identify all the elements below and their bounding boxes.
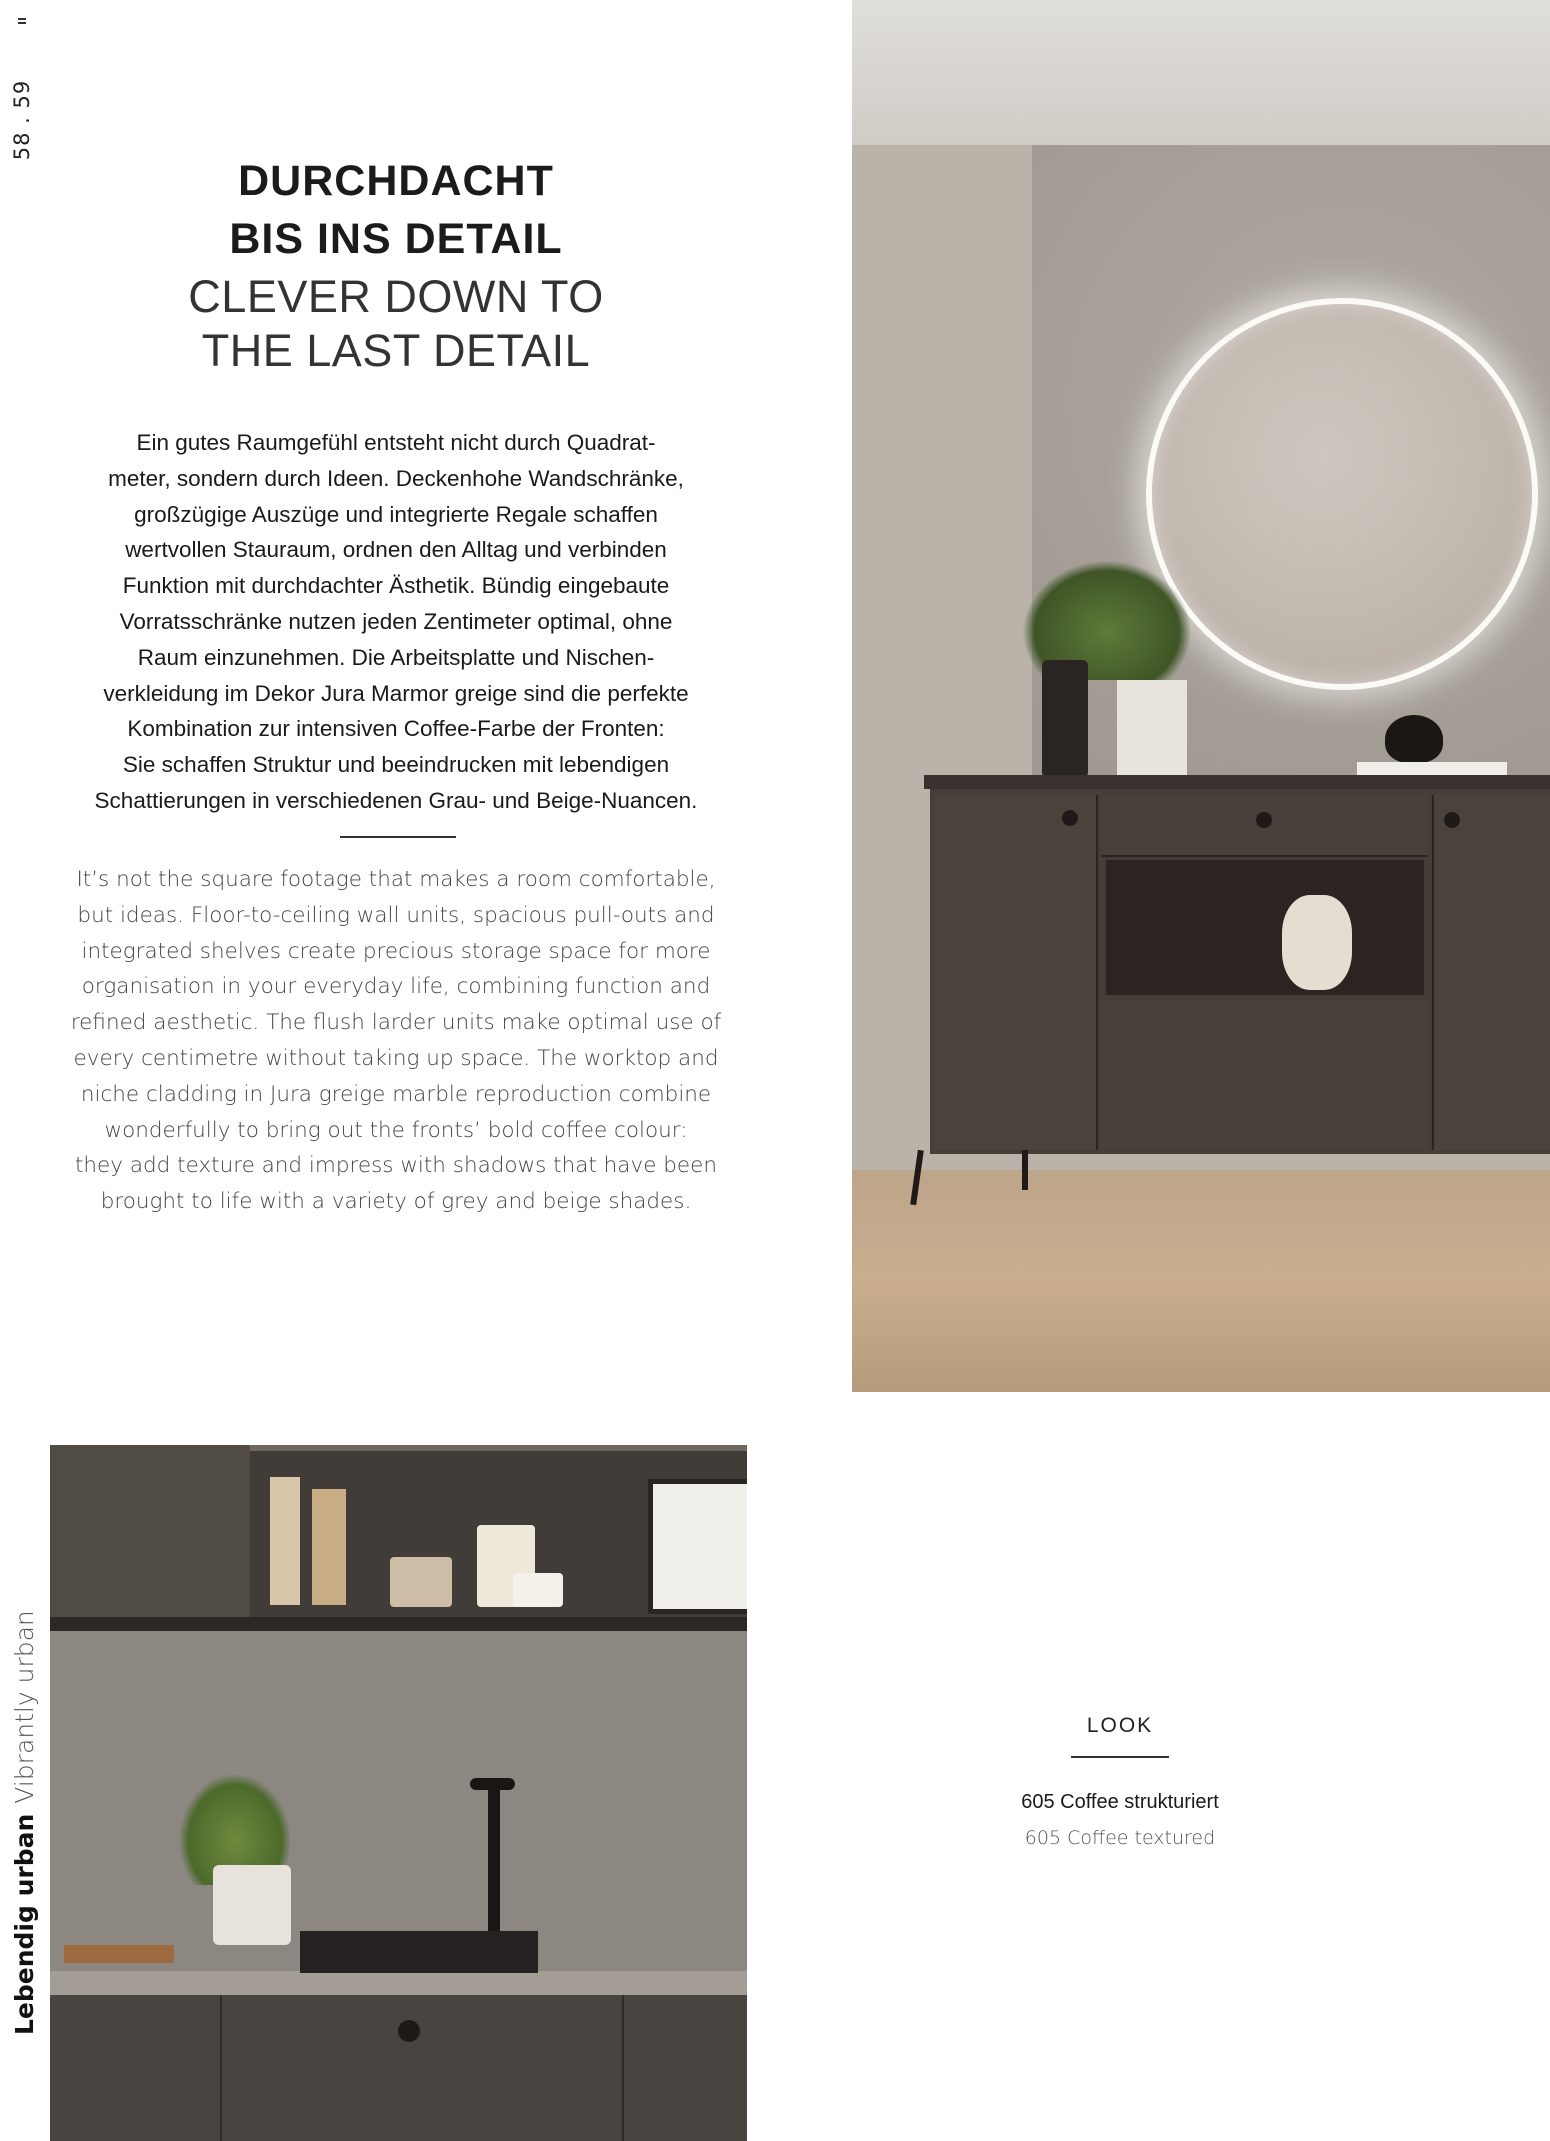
countertop (50, 1971, 747, 1995)
body-de-line: verkleidung im Dekor Jura Marmor greige sind die perfekte (103, 680, 689, 706)
look-rule (1071, 1756, 1169, 1758)
plant-pot (213, 1865, 291, 1945)
headline-de-line-2: BIS INS DETAIL (229, 215, 563, 263)
sideboard-drawer-bottom (1102, 1000, 1427, 1150)
cutting-board (64, 1945, 174, 1963)
section-label-de: Lebendig urban (10, 1813, 39, 2035)
body-en-line: brought to life with a variety of grey and beige shades. (100, 1189, 692, 1215)
body-en-line: refined aesthetic. The flush larder units make optimal use of (70, 1010, 722, 1036)
black-round-vase (1385, 715, 1443, 763)
headline-en-line-2: THE LAST DETAIL (201, 325, 591, 376)
headline-en-line-1: CLEVER DOWN TO (188, 271, 604, 322)
black-vase (1042, 660, 1088, 778)
round-illuminated-mirror (1146, 298, 1538, 690)
open-niche (1106, 860, 1424, 995)
paper-bag (312, 1489, 346, 1605)
divider-rule (340, 836, 456, 838)
shelf (50, 1617, 747, 1631)
body-de-line: Ein gutes Raumgefühl entsteht nicht durch Quadrat- (136, 430, 656, 455)
wall-cabinet (50, 1445, 250, 1617)
kitchen-sink-photo (50, 1445, 747, 2141)
menu-icon (18, 18, 26, 25)
body-en-line: organisation in your everyday life, combining function and (81, 974, 711, 1000)
knob (398, 2020, 420, 2042)
body-de-line: großzügige Auszüge und integrierte Regale schaffen (134, 501, 658, 527)
knob (1444, 812, 1460, 828)
body-en-line: niche cladding in Jura greige marble reproduction combine (80, 1081, 712, 1107)
body-en-line: but ideas. Floor-to-ceiling wall units, spacious pull-outs and (77, 902, 715, 928)
body-de-line: meter, sondern durch Ideen. Deckenhohe Wandschränke, (108, 465, 684, 491)
base-cabinet (50, 1995, 747, 2141)
sideboard-leg (1022, 1150, 1028, 1190)
sideboard-top (924, 775, 1550, 789)
body-de-line: Sie schaffen Struktur und beeindrucken mit lebendigen (122, 752, 670, 778)
look-heading: LOOK (1086, 1714, 1154, 1737)
storage-jar (513, 1573, 563, 1607)
black-faucet (488, 1778, 500, 1933)
sideboard-mirror-photo (852, 0, 1550, 1392)
body-en-line: It’s not the square footage that makes a room comfortable, (76, 867, 716, 892)
black-sink (300, 1931, 538, 1973)
knob (1062, 810, 1078, 826)
cabinet-seam (220, 1995, 222, 2141)
paper-bag (270, 1477, 300, 1605)
headline-de-line-1: DURCHDACHT (238, 157, 554, 205)
section-label-en: Vibrantly urban (10, 1610, 39, 1804)
cabinet-seam (622, 1995, 624, 2141)
stone-backsplash (50, 1631, 747, 1971)
glass-jar (390, 1557, 452, 1607)
headline (60, 152, 732, 378)
body-en-line: wonderfully to bring out the fronts’ bold coffee colour: (104, 1117, 688, 1143)
body-de-line: Raum einzunehmen. Die Arbeitsplatte und Nischen- (137, 644, 655, 670)
section-label (10, 1610, 39, 2035)
body-text-german (70, 425, 722, 819)
body-de-line: Vorratsschränke nutzen jeden Zentimeter optimal, ohne (119, 608, 673, 634)
wood-floor (852, 1170, 1550, 1392)
picture-frame (648, 1479, 747, 1614)
sideboard-door-right (1432, 795, 1550, 1150)
page-numbers: 58 . 59 (10, 79, 34, 161)
ceramic-knot-sculpture (1282, 895, 1352, 990)
look-box (980, 1714, 1260, 1856)
body-text-english (70, 862, 722, 1220)
look-finish-en: 605 Coffee textured (1024, 1827, 1216, 1849)
look-finish-de: 605 Coffee strukturiert (1021, 1791, 1219, 1813)
ceiling (852, 0, 1550, 145)
body-de-line: Funktion mit durchdachter Ästhetik. Bündig eingebaute (122, 573, 670, 599)
body-de-line: Kombination zur intensiven Coffee-Farbe der Fronten: (127, 716, 665, 742)
marble-planter (1117, 680, 1187, 780)
body-en-line: they add texture and impress with shadows that have been (75, 1153, 717, 1179)
knob (1256, 812, 1272, 828)
body-de-line: Schattierungen in verschiedenen Grau- und Beige-Nuancen. (94, 787, 698, 813)
body-de-line: wertvollen Stauraum, ordnen den Alltag und verbinden (125, 537, 667, 563)
body-en-line: every centimetre without taking up space. The worktop and (73, 1045, 719, 1071)
sideboard-door-left (934, 795, 1098, 1150)
shelf-light (250, 1445, 747, 1451)
body-en-line: integrated shelves create precious storage space for more (81, 938, 711, 964)
